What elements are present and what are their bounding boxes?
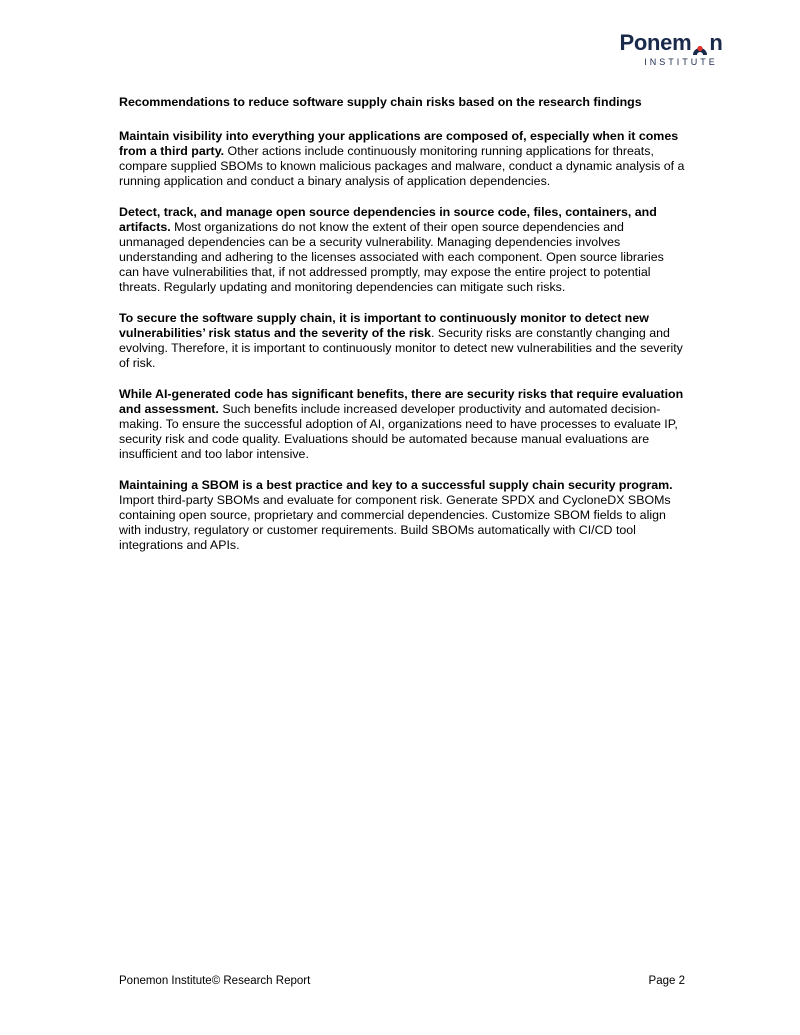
- recommendation-ai-code: [119, 387, 685, 462]
- recommendation-title: Maintain visibility into everything your applications are composed of, especially when it comes from a third party.: [119, 129, 679, 158]
- logo-o-icon: [692, 38, 708, 52]
- recommendation-sbom: [119, 478, 685, 553]
- recommendation-text: . Security risks are constantly changing and evolving. Therefore, it is important to continuously monitor to detect new vulnerabilities and the severity of risk.: [119, 326, 683, 370]
- report-body: [119, 95, 685, 569]
- recommendation-title: To secure the software supply chain, it is important to continuously monitor to detect new vulnerabilities’ risk status and the severity of the risk: [119, 311, 649, 340]
- recommendation-dependencies: [119, 205, 685, 295]
- recommendation-title: While AI-generated code has significant benefits, there are security risks that require evaluation and assessment.: [119, 387, 684, 416]
- page-number: Page 2: [648, 975, 685, 987]
- logo-word-left: Ponem: [619, 30, 692, 55]
- recommendation-title: Detect, track, and manage open source dependencies in source code, files, containers, and artifacts.: [119, 205, 657, 234]
- recommendation-visibility: [119, 129, 685, 189]
- recommendation-title: Maintaining a SBOM is a best practice and key to a successful supply chain security program.: [119, 478, 673, 492]
- logo-word-right: n: [709, 30, 723, 55]
- recommendation-text: Import third-party SBOMs and evaluate for component risk. Generate SPDX and CycloneDX SBOMs containing open source, proprietary and commercial dependencies. Customize SBOM fields to align with industry, regulatory or customer requirements. Build SBOMs automatically with CI/CD tool integrations and APIs.: [119, 493, 671, 552]
- logo-subtitle: INSTITUTE: [644, 57, 718, 67]
- page-footer: [119, 975, 685, 987]
- recommendation-text: Such benefits include increased developer productivity and automated decision-making. To ensure the successful adoption of AI, organizations need to have processes to evaluate IP, security risk and code quality. Evaluations should be automated because manual evaluations are insufficient and too labor intensive.: [119, 402, 678, 461]
- logo-wordmark: [612, 32, 730, 54]
- ponemon-logo: [612, 32, 730, 67]
- section-heading: Recommendations to reduce software supply chain risks based on the research findings: [119, 95, 642, 109]
- recommendation-text: Other actions include continuously monitoring running applications for threats, compare supplied SBOMs to known malicious packages and malware, conduct a dynamic analysis of a running application and conduct a binary analysis of application dependencies.: [119, 144, 685, 188]
- recommendation-text: Most organizations do not know the extent of their open source dependencies and unmanaged dependencies can be a security vulnerability. Managing dependencies involves understanding and adhering to the licenses associated with each component. Open source libraries can have vulnerabilities that, if not addressed promptly, may expose the entire project to potential threats. Regularly updating and monitoring dependencies can mitigate such risks.: [119, 220, 664, 294]
- recommendation-monitoring: [119, 311, 685, 371]
- footer-report-name: Ponemon Institute© Research Report: [119, 975, 311, 987]
